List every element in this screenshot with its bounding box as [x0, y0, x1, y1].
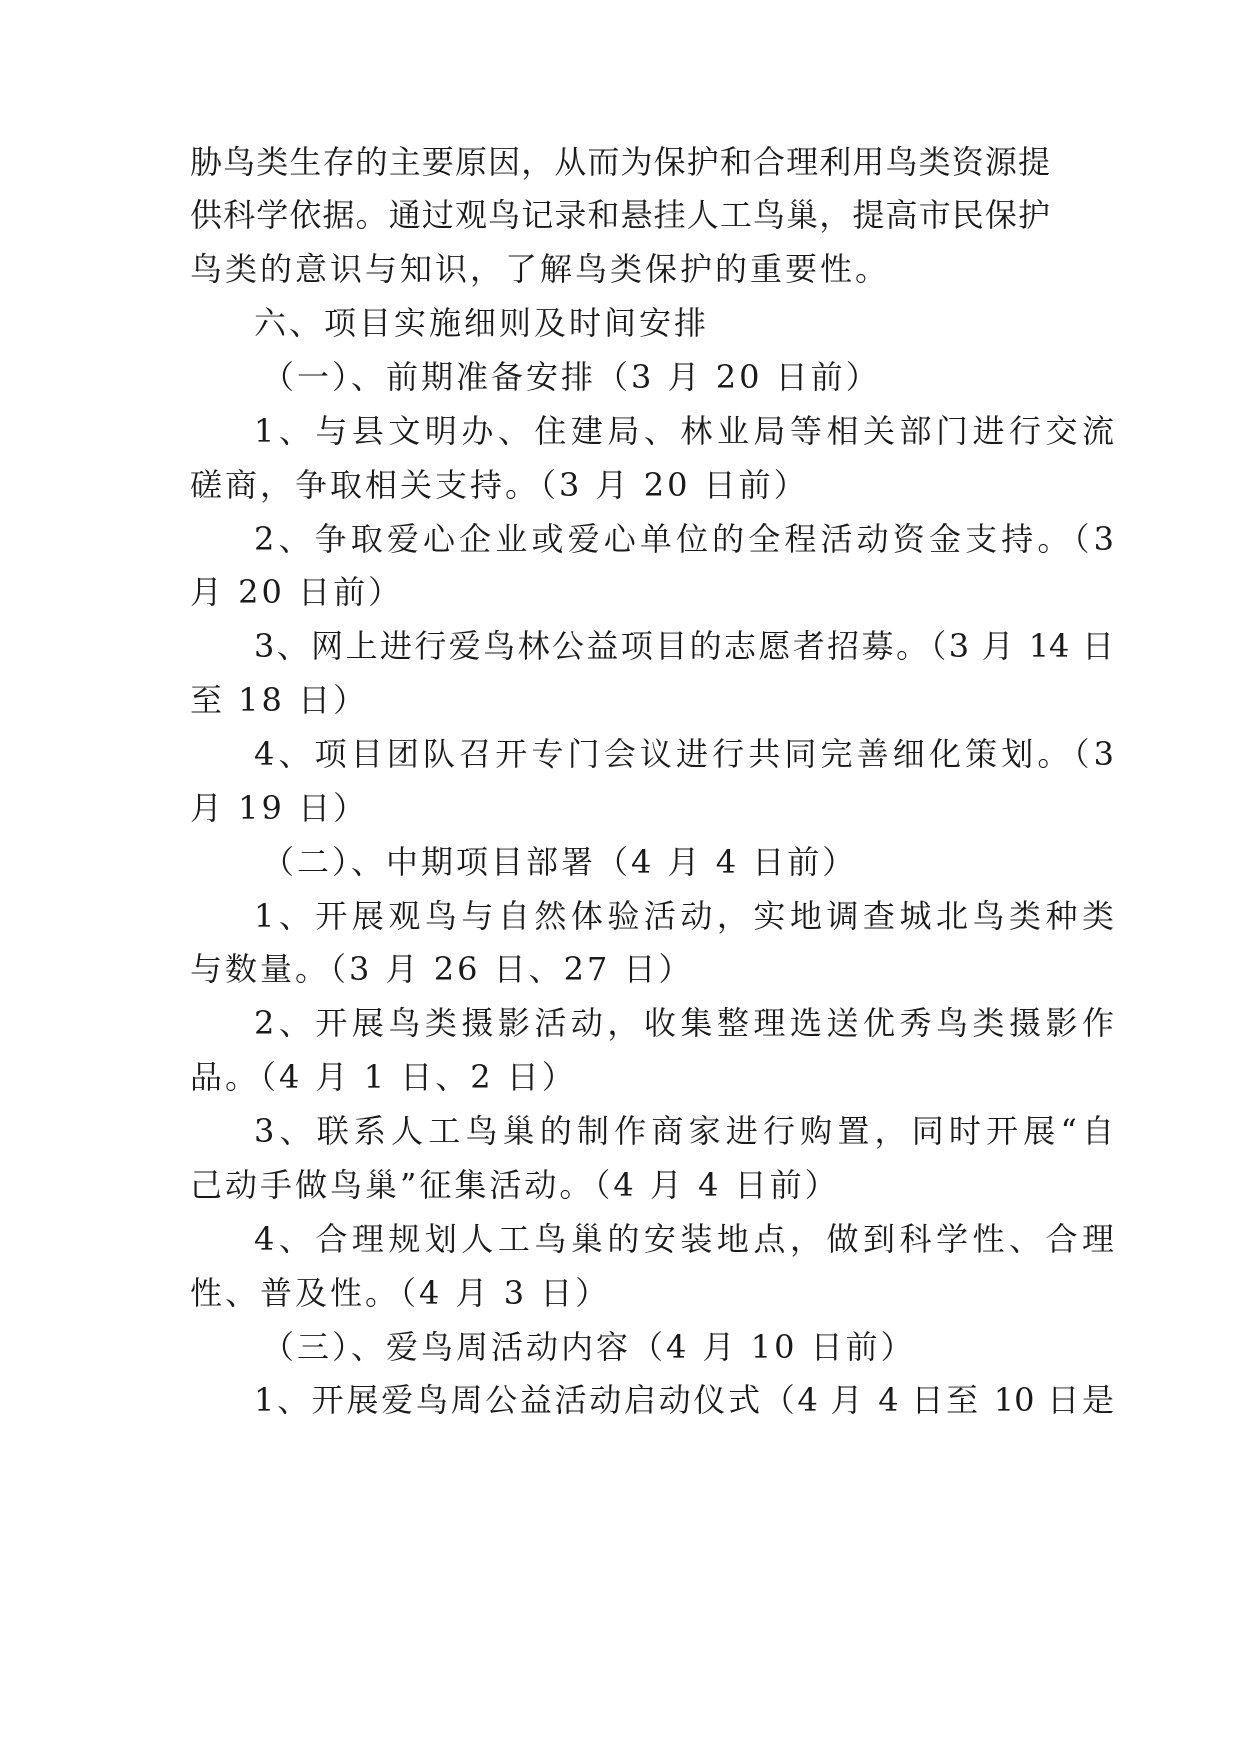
list-item-line: 2、开展鸟类摄影活动，收集整理选送优秀鸟类摄影作	[254, 1004, 1114, 1042]
paragraph-line: 鸟类的意识与知识，了解鸟类保护的重要性。	[190, 250, 891, 288]
list-item-line: 磋商，争取相关支持。（3 月 20 日前）	[190, 466, 809, 504]
list-item-line: 3、网上进行爱鸟林公益项目的志愿者招募。（3 月 14 日	[254, 627, 1114, 665]
list-item-line: 1、与县文明办、住建局、林业局等相关部门进行交流	[254, 412, 1114, 450]
paragraph-line: 胁鸟类生存的主要原因，从而为保护和合理利用鸟类资源提	[190, 143, 1050, 181]
list-item-line: 1、开展爱鸟周公益活动启动仪式（4 月 4 日至 10 日是	[254, 1381, 1114, 1419]
section-heading: 六、项目实施细则及时间安排	[254, 304, 710, 342]
list-item-line: 品。（4 月 1 日、2 日）	[190, 1058, 577, 1096]
list-item-line: 4、项目团队召开专门会议进行共同完善细化策划。（3	[254, 735, 1114, 773]
list-item-line: 己动手做鸟巢”征集活动。（4 月 4 日前）	[190, 1166, 840, 1204]
list-item-line: 性、普及性。（4 月 3 日）	[190, 1274, 611, 1312]
list-item-line: 月 20 日前）	[190, 573, 404, 611]
list-item-line: 4、合理规划人工鸟巢的安装地点，做到科学性、合理	[254, 1220, 1114, 1258]
subsection-heading: （三）、爱鸟周活动内容（4 月 10 日前）	[262, 1328, 916, 1366]
paragraph-line: 供科学依据。通过观鸟记录和悬挂人工鸟巢，提高市民保护	[190, 196, 1050, 234]
list-item-line: 至 18 日）	[190, 681, 369, 719]
list-item-line: 月 19 日）	[190, 789, 369, 827]
subsection-heading: （二）、中期项目部署（4 月 4 日前）	[262, 843, 858, 881]
list-item-line: 2、争取爱心企业或爱心单位的全程活动资金支持。（3	[254, 520, 1114, 558]
list-item-line: 与数量。（3 月 26 日、27 日）	[190, 950, 694, 988]
list-item-line: 3、联系人工鸟巢的制作商家进行购置，同时开展“自	[254, 1112, 1114, 1150]
subsection-heading: （一）、前期准备安排（3 月 20 日前）	[262, 358, 881, 396]
list-item-line: 1、开展观鸟与自然体验活动，实地调查城北鸟类种类	[254, 897, 1114, 935]
